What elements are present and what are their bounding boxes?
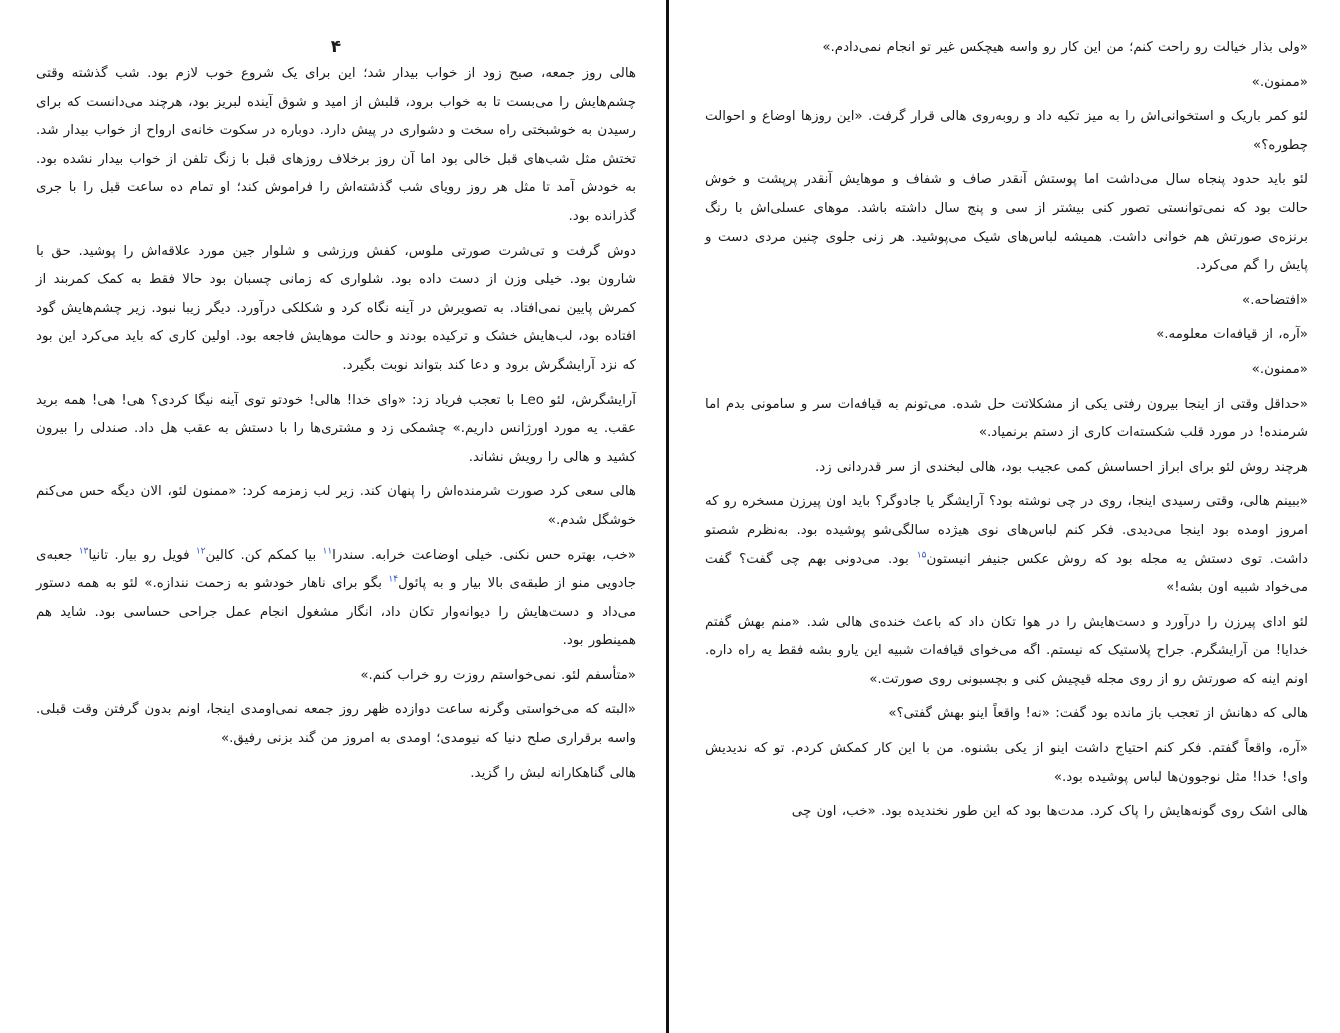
paragraph-text: هالی سعی کرد صورت شرمنده‌اش را پنهان کند. زیر لب زمزمه کرد: «ممنون لئو، الان دیگه حس می‌کنم خوشگل شدم.»	[36, 484, 636, 528]
paragraph	[705, 735, 1308, 792]
paragraph	[36, 760, 636, 789]
paragraph	[705, 287, 1308, 316]
paragraph	[705, 609, 1308, 695]
footnote-marker[interactable]: ۱۵	[916, 550, 927, 561]
paragraph	[705, 391, 1308, 448]
paragraph-text: آرایشگرش، لئو Leo با تعجب فریاد زد: «وای خدا! هالی! خودتو توی آینه نیگا کردی؟ هی! هی! همه برید عقب. یه مورد اورژانس داریم.» چشمکی زد و مشتری‌ها را با دستش به عقب هل داد. صندلی را بیرون کشید و هالی را رویش نشاند.	[36, 392, 636, 465]
paragraph	[705, 321, 1308, 350]
left-page	[0, 0, 666, 1033]
paragraph	[36, 696, 636, 753]
paragraph-text: «خب، بهتره حس نکنی. خیلی اوضاعت خرابه. سندرا	[332, 547, 637, 563]
paragraph	[705, 356, 1308, 385]
footnote-marker[interactable]: ۱۱	[322, 546, 333, 557]
paragraph	[705, 454, 1308, 483]
paragraph-text: هالی روز جمعه، صبح زود از خواب بیدار شد؛ این برای یک شروع خوب لازم بود. شب گذشته وقتی چشم‌هایش را می‌بست تا به خواب برود، قلبش از امید و شوق آینده لبریز بود، هرچند می‌دانست که برای رسیدن به خوشبختی راه سخت و دشواری در پیش دارد. دوباره در سکوت خانه‌ی ارواح از خواب بیدار شد. تختش مثل شب‌های قبل خالی بود اما آن روز برخلاف روزهای قبل با زنگ تلفن از خواب بیدار نشده بود. به خودش آمد تا مثل هر روز رویای شب گذشته‌اش را فراموش کند؛ او تمام ده ساعت قبل را با جری گذرانده بود.	[36, 66, 636, 224]
paragraph-text: لئو ادای پیرزن را درآورد و دست‌هایش را در هوا تکان داد که باعث خنده‌ی هالی شد. «منم بهش گفتم خدایا! من آرایشگرم. جراح پلاستیک که نیستم. اگه می‌خوای قیافه‌ات شبیه این یارو بشه فقط یه راه داره. اونم اینه که صورتش رو از روی مجله قیچیش کنی و بچسبونی روی صورتت.»	[705, 614, 1308, 687]
paragraph-text: «حداقل وقتی از اینجا بیرون رفتی یکی از مشکلاتت حل شده. می‌تونم به قیافه‌ات سر و سامونی بدم اما شرمنده! در مورد قلب شکسته‌ات کاری از دستم برنمیاد.»	[705, 396, 1308, 441]
paragraph	[705, 69, 1308, 98]
paragraph-text: «البته که می‌خواستی وگرنه ساعت دوازده ظهر روز جمعه نمی‌اومدی اینجا، اونم بدون گرفتن وقت قبلی. واسه برقراری صلح دنیا که نیومدی؛ اومدی به امروز من گند بزنی رفیق.»	[36, 702, 636, 747]
paragraph	[36, 238, 636, 381]
paragraph-text: لئو باید حدود پنجاه سال می‌داشت اما پوستش آنقدر صاف و شفاف و موهایش آنقدر پرپشت و خوش حالت بود که نمی‌توانستی تصور کنی بیشتر از سی و پنج سال داشته باشد. موهای عسلی‌اش با رنگ برنزه‌ی صورتش هم خوانی داشت. همیشه لباس‌های شیک می‌پوشید. هر زنی جلوی چنین مردی دست و پایش را گم می‌کرد.	[705, 172, 1308, 274]
paragraph-text: هرچند روش لئو برای ابراز احساسش کمی عجیب بود، هالی لبخندی از سر قدردانی زد.	[814, 459, 1308, 475]
paragraph-text: «افتضاحه.»	[1242, 292, 1308, 308]
paragraph	[36, 478, 636, 535]
paragraph	[705, 103, 1308, 160]
paragraph-text: «ممنون.»	[1251, 361, 1308, 377]
paragraph	[705, 488, 1308, 602]
paragraph-text: هالی که دهانش از تعجب باز مانده بود گفت: «نه! واقعاً اینو بهش گفتی؟»	[888, 706, 1308, 722]
paragraph-text: «آره، از قیافه‌ات معلومه.»	[1156, 327, 1308, 343]
paragraph-text: جعبه‌ی جادویی منو از طبقه‌ی بالا بیار و به پائول	[36, 547, 636, 592]
paragraph	[705, 700, 1308, 729]
paragraph-text: «متأسفم لئو. نمی‌خواستم روزت رو خراب کنم.»	[360, 667, 636, 683]
paragraph-text: دوش گرفت و تی‌شرت صورتی ملوس، کفش ورزشی و شلوار جین مورد علاقه‌اش را پوشید. حق با شارون بود. خیلی وزن از دست داده بود. شلواری که زمانی چسبان بود حالا فقط به کمک کمربند از کمرش پایین نمی‌افتاد. به تصویرش در آینه نگاه کرد و شکلکی درآورد. دیگر زیبا نبود. زیر چشم‌هایش گود افتاده بود، لب‌هایش خشک و ترکیده بودند و حالت موهایش فاجعه بود. اولین کاری که باید می‌کرد این بود که نزد آرایشگرش برود و دعا کند بتواند نوبت بگیرد.	[36, 243, 636, 373]
paragraph-text: بگو برای ناهار خودشو به زحمت نندازه.» لئو به همه دستور می‌داد و دست‌هایش را دیوانه‌وار تکان داد، انگار مشغول انجام عمل جراحی حساسی بود. شاید هم همینطور بود.	[36, 576, 636, 649]
footnote-marker[interactable]: ۱۲	[195, 546, 206, 557]
paragraph	[36, 662, 636, 691]
paragraph	[36, 60, 636, 232]
paragraph	[705, 798, 1308, 827]
paragraph-text: «ببینم هالی، وقتی رسیدی اینجا، روی در چی نوشته بود؟ آرایشگر یا جادوگر؟ باید اون پیرزن مسخره رو که امروز اومده بود اینجا می‌دیدی. فکر کنم لباس‌های نوی هیژده سالگی‌شو پوشیده بود. به‌نظرم شصتو داشت. توی دستش یه مجله بود که روش عکس جنیفر انیستون	[705, 494, 1308, 567]
right-page-body	[705, 34, 1308, 827]
paragraph	[36, 387, 636, 473]
paragraph-text: «آره، واقعاً گفتم. فکر کنم احتیاج داشت اینو از یکی بشنوه. من با این کار کمکش کردم. تو که ندیدیش وای! خدا! مثل نوجوون‌ها لباس پوشیده بود.»	[705, 741, 1308, 785]
paragraph	[36, 542, 636, 656]
paragraph-text: فویل رو بیار. تانیا	[88, 547, 196, 563]
paragraph-text: «ولی بذار خیالت رو راحت کنم؛ من این کار رو واسه هیچکس غیر تو انجام نمی‌دادم.»	[822, 40, 1308, 55]
paragraph	[705, 34, 1308, 63]
paragraph-text: لئو کمر باریک و استخوانی‌اش را به میز تکیه داد و روبه‌روی هالی قرار گرفت. «این روزها اوضاع و احوالت چطوره؟»	[705, 109, 1308, 153]
right-page	[669, 0, 1340, 1033]
paragraph-text: هالی گناهکارانه لبش را گزید.	[470, 765, 636, 781]
left-page-body	[36, 60, 636, 788]
paragraph-text: بود. می‌دونی بهم چی گفت؟ گفت می‌خواد شبیه اون بشه!»	[705, 551, 1308, 596]
paragraph-text: هالی اشک روی گونه‌هایش را پاک کرد. مدت‌ها بود که این طور نخندیده بود. «خب، اون چی	[791, 804, 1308, 820]
paragraph-text: «ممنون.»	[1251, 74, 1308, 90]
paragraph	[705, 166, 1308, 280]
page-number: ۴	[330, 37, 342, 57]
paragraph-text: بیا کمکم کن. کالین	[205, 547, 323, 563]
footnote-marker[interactable]: ۱۳	[78, 546, 89, 557]
footnote-marker[interactable]: ۱۴	[388, 574, 399, 585]
